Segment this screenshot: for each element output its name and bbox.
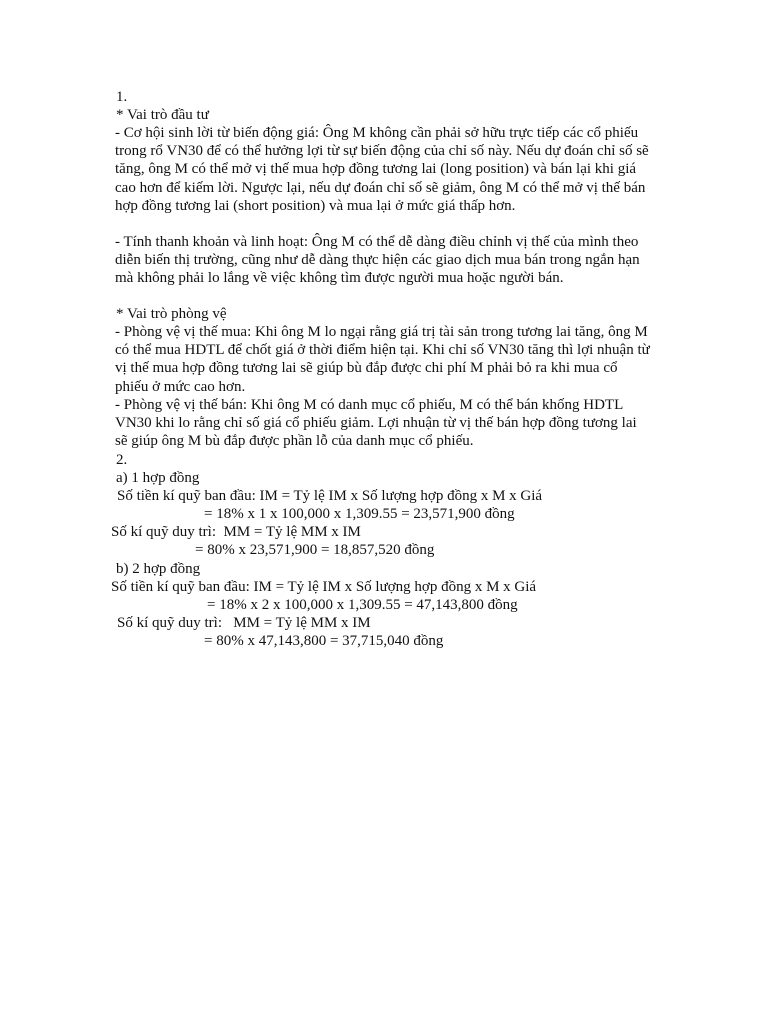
case-b-im-formula: Số tiền kí quỹ ban đầu: IM = Tỷ lệ IM x Số lượng hợp đồng x M x Giá	[111, 579, 537, 595]
liquidity-paragraph: - Tính thanh khoản và linh hoạt: Ông M có thể dễ dàng điều chỉnh vị thế của mình theo diễn biến thị trường, cũng như dễ dàng thực hiện các giao dịch mua bán trong ngắn hạn mà không phải lo lắng về việc không tìm được người mua hoặc người bán.	[115, 234, 640, 287]
case-b-heading: b) 2 hợp đồng	[116, 561, 201, 577]
case-a-heading: a) 1 hợp đồng	[116, 470, 200, 486]
case-a-im-formula: Số tiền kí quỹ ban đầu: IM = Tỷ lệ IM x Số lượng hợp đồng x M x Giá	[117, 488, 543, 504]
profit-opportunity-paragraph: - Cơ hội sinh lời từ biến động giá: Ông M không cần phải sở hữu trực tiếp các cổ phiếu trong rổ VN30 để có thể hưởng lợi từ sự biến động của chỉ số này. Nếu dự đoán chỉ số sẽ tăng, ông M có thể mở vị thế mua hợp đồng tương lai (long position) và bán lại khi giá cao hơn để kiếm lời. Ngược lại, nếu dự đoán chỉ số sẽ giảm, ông M có thể mở vị thế bán hợp đồng tương lai (short position) và mua lại ở mức giá thấp hơn.	[115, 125, 649, 214]
investment-role-heading: * Vai trò đầu tư	[116, 107, 209, 123]
case-a-im-calculation: = 18% x 1 x 100,000 x 1,309.55 = 23,571,900 đồng	[204, 506, 515, 522]
case-b-mm-calculation: = 80% x 47,143,800 = 37,715,040 đồng	[204, 633, 444, 649]
hedging-role-heading: * Vai trò phòng vệ	[116, 306, 227, 322]
long-hedge-paragraph: - Phòng vệ vị thế mua: Khi ông M lo ngại rằng giá trị tài sản trong tương lai tăng, ông M có thể mua HDTL để chốt giá ở thời điểm hiện tại. Khi chỉ số VN30 tăng thì lợi nhuận từ vị thế mua hợp đồng tương lai sẽ giúp bù đắp được chi phí M phải bỏ ra khi mua cổ phiếu ở mức cao hơn.	[115, 324, 650, 395]
section-2-number: 2.	[116, 452, 128, 468]
section-1-number: 1.	[116, 89, 128, 105]
short-hedge-paragraph: - Phòng vệ vị thế bán: Khi ông M có danh mục cổ phiếu, M có thể bán khống HDTL VN30 khi lo rằng chỉ số giá cổ phiếu giảm. Lợi nhuận từ vị thế bán hợp đồng tương lai sẽ giúp ông M bù đắp được phần lỗ của danh mục cổ phiếu.	[115, 397, 637, 450]
case-b-im-calculation: = 18% x 2 x 100,000 x 1,309.55 = 47,143,800 đồng	[207, 597, 518, 613]
case-b-mm-formula: Số kí quỹ duy trì: MM = Tỷ lệ MM x IM	[117, 615, 371, 631]
case-a-mm-calculation: = 80% x 23,571,900 = 18,857,520 đồng	[195, 542, 435, 558]
case-a-mm-formula: Số kí quỹ duy trì: MM = Tỷ lệ MM x IM	[111, 524, 361, 540]
